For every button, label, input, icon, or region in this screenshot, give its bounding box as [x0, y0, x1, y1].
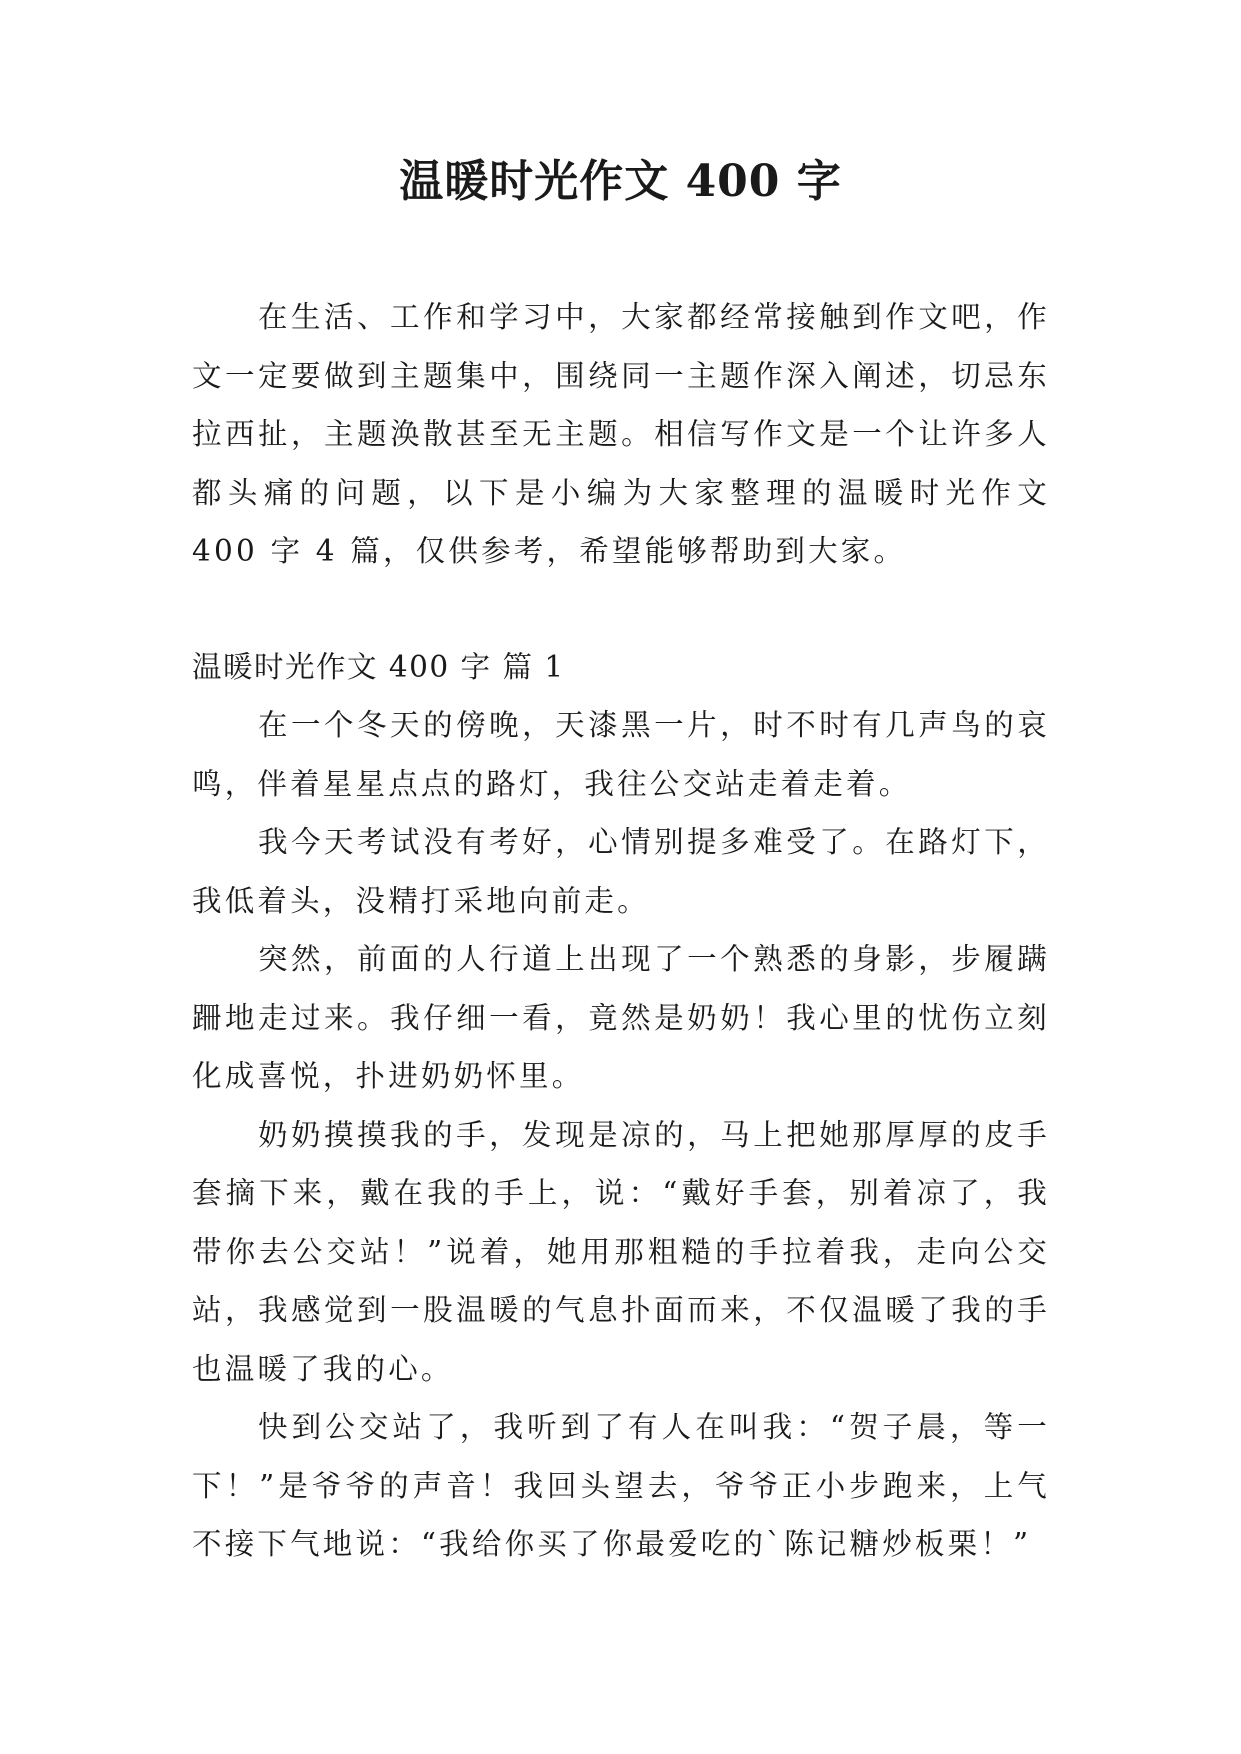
story-paragraph: 快到公交站了，我听到了有人在叫我：“贺子晨，等一下！”是爷爷的声音！我回头望去，爷爷正小步跑来，上气不接下气地说：“我给你买了你最爱吃的`陈记糖炒板栗！”	[192, 1410, 1050, 1561]
section-heading: 温暖时光作文 400 字 篇 1	[192, 650, 565, 684]
story-paragraph: 奶奶摸摸我的手，发现是凉的，马上把她那厚厚的皮手套摘下来，戴在我的手上，说：“戴好手套，别着凉了，我带你去公交站！”说着，她用那粗糙的手拉着我，走向公交站，我感觉到一股温暖的气息扑面而来，不仅温暖了我的手也温暖了我的心。	[192, 1117, 1050, 1386]
story-paragraph: 突然，前面的人行道上出现了一个熟悉的身影，步履蹒跚地走过来。我仔细一看，竟然是奶奶！我心里的忧伤立刻化成喜悦，扑进奶奶怀里。	[192, 942, 1050, 1093]
document-title: 温暖时光作文 400 字	[399, 156, 842, 207]
intro-paragraph: 在生活、工作和学习中，大家都经常接触到作文吧，作文一定要做到主题集中，围绕同一主题作深入阐述，切忌东拉西扯，主题涣散甚至无主题。相信写作文是一个让许多人都头痛的问题，以下是小编为大家整理的温暖时光作文 400 字 4 篇，仅供参考，希望能够帮助到大家。	[192, 300, 1050, 568]
story-body	[192, 696, 1050, 1574]
story-paragraph: 我今天考试没有考好，心情别提多难受了。在路灯下，我低着头，没精打采地向前走。	[192, 825, 1050, 918]
story-paragraph: 在一个冬天的傍晚，天漆黑一片，时不时有几声鸟的哀鸣，伴着星星点点的路灯，我往公交站走着走着。	[192, 708, 1050, 801]
